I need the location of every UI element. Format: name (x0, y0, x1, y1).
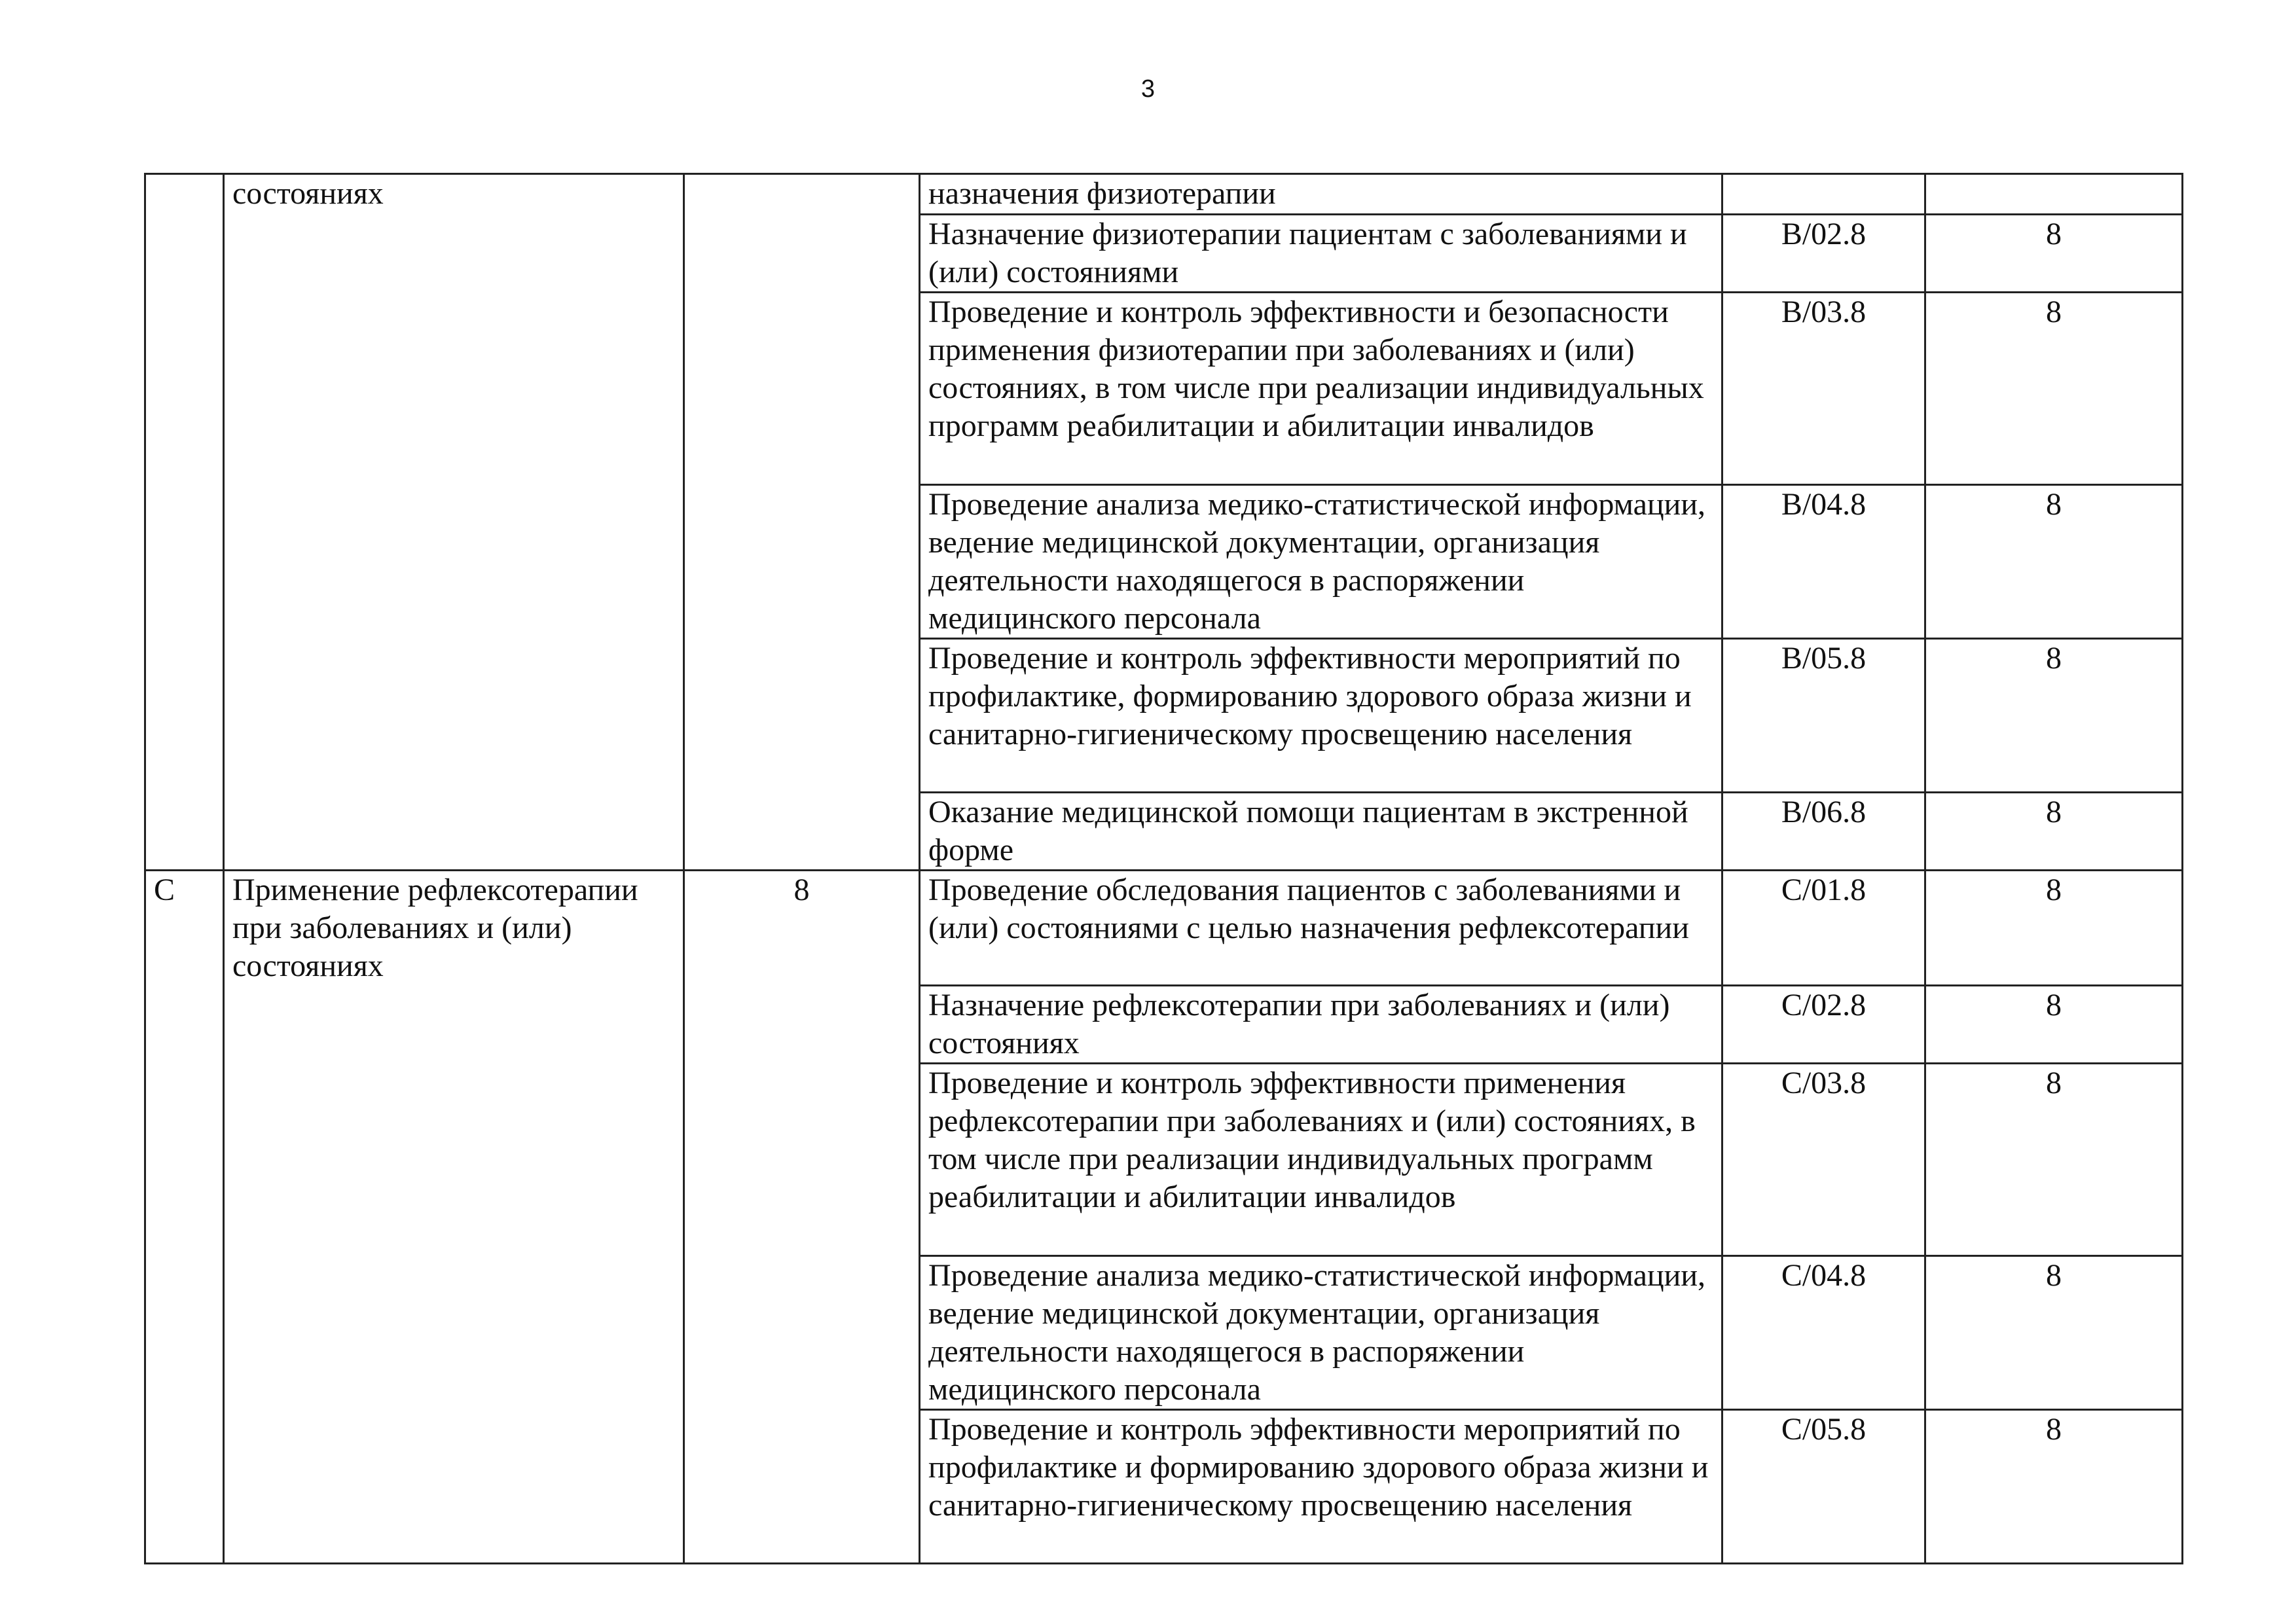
function-name: Проведение и контроль эффективности и безопасности применения физиотерапии при заболеваниях и (или) состояниях, в том числе при реализации индивидуальных программ реабилитации и абилитации инвалидов (920, 293, 1722, 485)
function-name: Назначение физиотерапии пациентам с заболеваниями и (или) состояниями (920, 215, 1722, 293)
function-level: 8 (1925, 639, 2183, 793)
labor-functions-table (144, 173, 2183, 1564)
function-code: C/01.8 (1722, 871, 1925, 986)
group-name-cell: состояниях (224, 174, 684, 871)
table-row (145, 174, 2183, 215)
page-number: 3 (1140, 75, 1156, 103)
function-name: Назначение рефлексотерапии при заболеваниях и (или) состояниях (920, 986, 1722, 1064)
function-level: 8 (1925, 1410, 2183, 1564)
group-name-cell: Применение рефлексотерапии при заболеваниях и (или) состояниях (224, 871, 684, 1564)
table-row (145, 871, 2183, 986)
function-code: B/05.8 (1722, 639, 1925, 793)
group-code-cell: C (145, 871, 224, 1564)
function-name: Проведение анализа медико-статистической информации, ведение медицинской документации, организация деятельности находящегося в распоряжении медицинского персонала (920, 1256, 1722, 1410)
group-level-cell: 8 (684, 871, 920, 1564)
function-level: 8 (1925, 215, 2183, 293)
function-level: 8 (1925, 986, 2183, 1064)
function-code: B/04.8 (1722, 485, 1925, 639)
function-code: B/02.8 (1722, 215, 1925, 293)
function-name: Проведение и контроль эффективности применения рефлексотерапии при заболеваниях и (или) состояниях, в том числе при реализации индивидуальных программ реабилитации и абилитации инвалидов (920, 1064, 1722, 1256)
function-level (1925, 174, 2183, 215)
function-code: C/05.8 (1722, 1410, 1925, 1564)
function-code: C/04.8 (1722, 1256, 1925, 1410)
function-code: C/03.8 (1722, 1064, 1925, 1256)
function-name: Оказание медицинской помощи пациентам в экстренной форме (920, 793, 1722, 871)
function-name: Проведение и контроль эффективности мероприятий по профилактике, формированию здорового образа жизни и санитарно-гигиеническому просвещению населения (920, 639, 1722, 793)
function-name: Проведение обследования пациентов с заболеваниями и (или) состояниями с целью назначения рефлексотерапии (920, 871, 1722, 986)
function-level: 8 (1925, 293, 2183, 485)
function-level: 8 (1925, 1256, 2183, 1410)
function-code: C/02.8 (1722, 986, 1925, 1064)
function-level: 8 (1925, 485, 2183, 639)
group-level-cell (684, 174, 920, 871)
function-level: 8 (1925, 1064, 2183, 1256)
function-code: B/06.8 (1722, 793, 1925, 871)
function-level: 8 (1925, 871, 2183, 986)
function-level: 8 (1925, 793, 2183, 871)
function-code: B/03.8 (1722, 293, 1925, 485)
function-name: Проведение анализа медико-статистической информации, ведение медицинской документации, организация деятельности находящегося в распоряжении медицинского персонала (920, 485, 1722, 639)
group-code-cell (145, 174, 224, 871)
function-name: Проведение и контроль эффективности мероприятий по профилактике и формированию здорового образа жизни и санитарно-гигиеническому просвещению населения (920, 1410, 1722, 1564)
function-name: назначения физиотерапии (920, 174, 1722, 215)
function-code (1722, 174, 1925, 215)
